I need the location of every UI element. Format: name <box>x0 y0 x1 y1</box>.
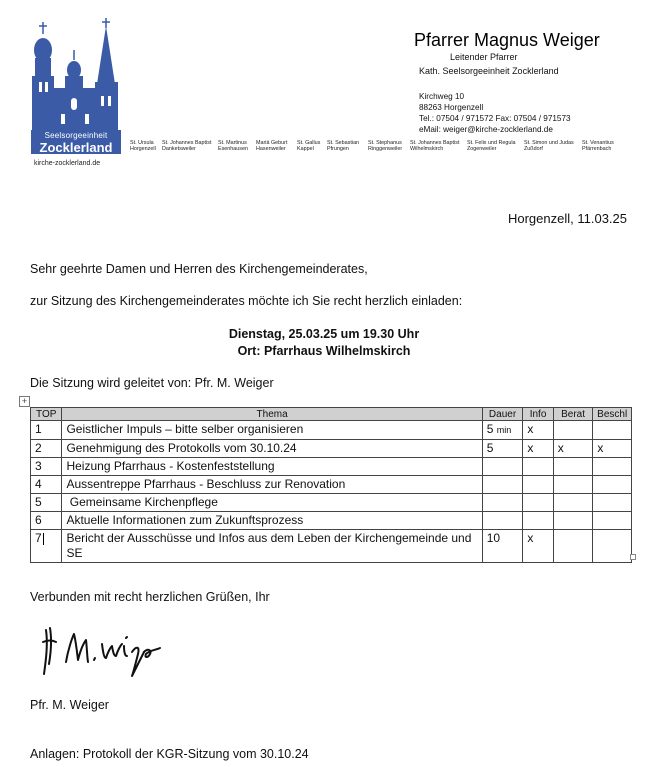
meeting-location: Ort: Pfarrhaus Wilhelmskirch <box>237 344 411 358</box>
parish-item: St. Martinus Esenhausen <box>218 140 248 153</box>
agenda-header-row <box>31 408 632 421</box>
parish-item: St. Johannes Baptist Wilhelmskirch <box>410 140 460 153</box>
cell-beschl[interactable] <box>593 530 632 563</box>
sender-name: Pfarrer Magnus Weiger <box>414 30 600 50</box>
logo-wordmark <box>31 130 121 154</box>
cell-thema[interactable]: Geistlicher Impuls – bitte selber organisieren <box>62 421 482 440</box>
cell-info[interactable]: x <box>523 440 553 458</box>
header-dauer: Dauer <box>482 408 523 421</box>
cell-dauer[interactable] <box>482 494 523 512</box>
parish-item: St. Stephanus Ringgenweiler <box>368 140 403 153</box>
table-move-handle-icon[interactable]: + <box>19 396 30 407</box>
table-resize-handle[interactable] <box>630 554 636 560</box>
parish-item: St. Simon und Judas Zußdorf <box>524 140 574 153</box>
cell-top[interactable]: 4 <box>31 476 62 494</box>
letter-date: Horgenzell, 11.03.25 <box>507 211 627 226</box>
cell-berat[interactable] <box>553 530 593 563</box>
signatory-name: Pfr. M. Weiger <box>30 698 109 712</box>
cell-info[interactable] <box>523 458 553 476</box>
header-beschl: Beschl <box>593 408 632 421</box>
table-row <box>31 458 632 476</box>
header-top: TOP <box>31 408 62 421</box>
cell-top[interactable]: 2 <box>31 440 62 458</box>
attachments: Anlagen: Protokoll der KGR-Sitzung vom 30.10.24 <box>30 747 309 761</box>
cell-thema[interactable]: Aktuelle Informationen zum Zukunftsprozess <box>62 512 482 530</box>
cell-berat[interactable] <box>553 512 593 530</box>
table-row <box>31 421 632 440</box>
header-info: Info <box>523 408 553 421</box>
parish-item: St. Venantius Pfärrenbach <box>582 140 614 153</box>
church-silhouette-icon <box>31 18 121 130</box>
salutation: Sehr geehrte Damen und Herren des Kirchengemeinderates, <box>30 262 368 276</box>
cell-top[interactable]: 1 <box>31 421 62 440</box>
cell-info[interactable]: x <box>523 530 553 563</box>
parish-list <box>130 140 630 156</box>
parish-item: St. Ursula Horgenzell <box>130 140 156 153</box>
cell-top[interactable]: 7 <box>31 530 62 563</box>
cell-dauer[interactable]: 10 <box>482 530 523 563</box>
table-row <box>31 512 632 530</box>
cell-top[interactable]: 5 <box>31 494 62 512</box>
cell-top[interactable]: 3 <box>31 458 62 476</box>
header-thema: Thema <box>62 408 482 421</box>
parish-item: St. Gallus Kappel <box>297 140 321 153</box>
cell-berat[interactable] <box>553 421 593 440</box>
address-street: Kirchweg 10 <box>419 92 465 101</box>
cell-info[interactable] <box>523 494 553 512</box>
cell-beschl[interactable] <box>593 421 632 440</box>
address-email[interactable]: eMail: weiger@kirche-zocklerland.de <box>419 125 553 134</box>
cell-beschl[interactable] <box>593 512 632 530</box>
logo-main-text: Zocklerland <box>39 140 113 155</box>
cell-thema[interactable]: Heizung Pfarrhaus - Kostenfeststellung <box>62 458 482 476</box>
address-phone-fax: Tel.: 07504 / 971572 Fax: 07504 / 971573 <box>419 114 571 123</box>
cell-beschl[interactable] <box>593 476 632 494</box>
meeting-chair: Die Sitzung wird geleitet von: Pfr. M. Weiger <box>30 376 274 390</box>
table-row <box>31 440 632 458</box>
cell-dauer[interactable] <box>482 458 523 476</box>
invitation-intro: zur Sitzung des Kirchengemeinderates möchte ich Sie recht herzlich einladen: <box>30 294 463 308</box>
table-row <box>31 476 632 494</box>
cell-dauer[interactable]: 5 min <box>482 421 523 440</box>
parish-item: Mariä Geburt Hasenweiler <box>256 140 288 153</box>
text-cursor <box>43 533 44 545</box>
cell-dauer[interactable]: 5 <box>482 440 523 458</box>
cell-top[interactable]: 6 <box>31 512 62 530</box>
parish-item: St. Johannes Baptist Danketsweiler <box>162 140 212 153</box>
address-city: 88263 Horgenzell <box>419 103 484 112</box>
cell-berat[interactable] <box>553 458 593 476</box>
cell-dauer[interactable] <box>482 512 523 530</box>
table-row <box>31 494 632 512</box>
cell-thema[interactable]: Aussentreppe Pfarrhaus - Beschluss zur Renovation <box>62 476 482 494</box>
sender-unit: Kath. Seelsorgeeinheit Zocklerland <box>419 66 559 76</box>
header-berat: Berat <box>553 408 593 421</box>
agenda-table <box>30 407 632 563</box>
sender-role: Leitender Pfarrer <box>450 52 518 62</box>
cell-beschl[interactable] <box>593 494 632 512</box>
cell-thema[interactable]: Genehmigung des Protokolls vom 30.10.24 <box>62 440 482 458</box>
church-logo <box>31 18 121 154</box>
cell-thema[interactable]: Gemeinsame Kirchenpflege <box>62 494 482 512</box>
handwritten-signature <box>40 622 165 682</box>
cell-dauer[interactable] <box>482 476 523 494</box>
parish-item: St. Felix und Regula Zogenweiler <box>467 140 516 153</box>
closing-line: Verbunden mit recht herzlichen Grüßen, Ihr <box>30 590 270 604</box>
cell-berat[interactable] <box>553 476 593 494</box>
parish-item: St. Sebastian Pfrungen <box>327 140 360 153</box>
cell-beschl[interactable]: x <box>593 440 632 458</box>
cell-info[interactable]: x <box>523 421 553 440</box>
cell-info[interactable] <box>523 512 553 530</box>
cell-info[interactable] <box>523 476 553 494</box>
cell-thema[interactable]: Bericht der Ausschüsse und Infos aus dem Leben der Kirchengemeinde und SE <box>62 530 482 563</box>
table-row <box>31 530 632 563</box>
logo-top-text: Seelsorgeeinheit <box>44 131 108 140</box>
website-url[interactable]: kirche-zocklerland.de <box>34 160 101 167</box>
meeting-date-time: Dienstag, 25.03.25 um 19.30 Uhr <box>228 327 420 341</box>
cell-beschl[interactable] <box>593 458 632 476</box>
cell-berat[interactable]: x <box>553 440 593 458</box>
cell-berat[interactable] <box>553 494 593 512</box>
